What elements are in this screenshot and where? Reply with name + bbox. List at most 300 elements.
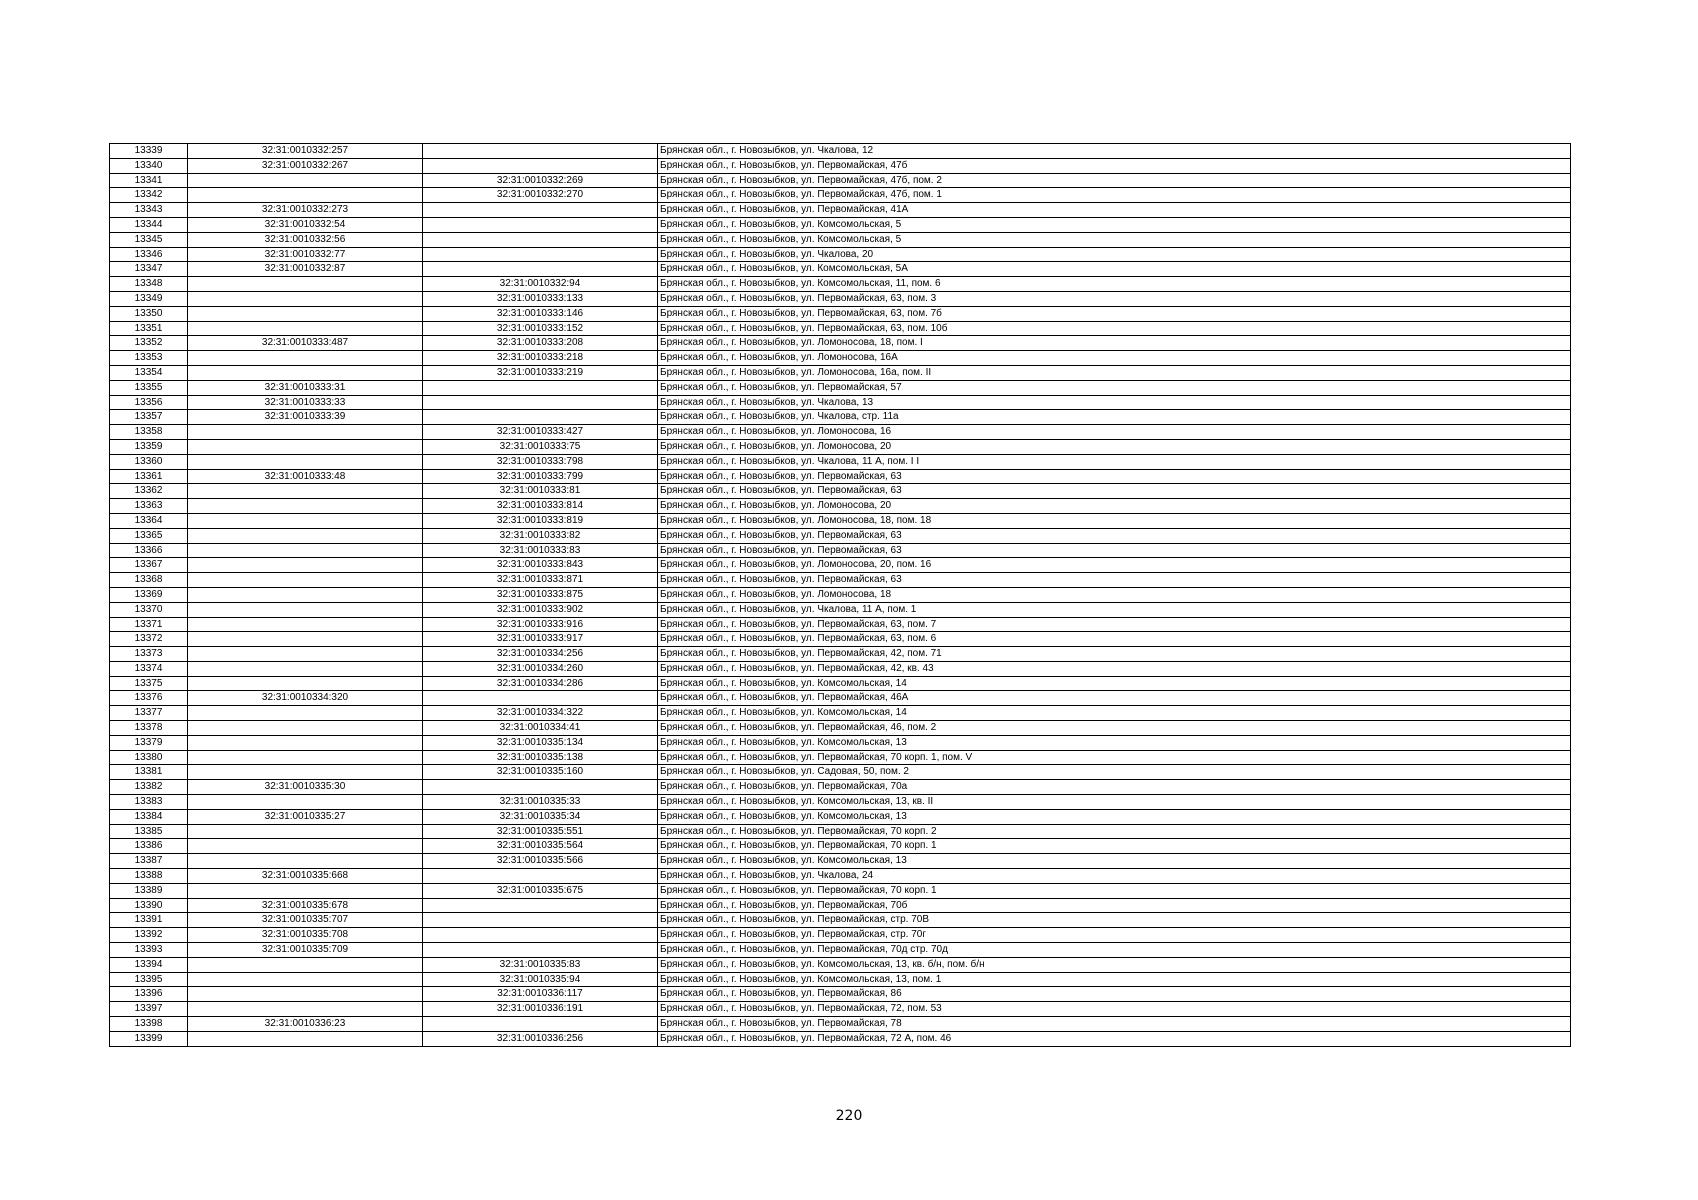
- row-number-cell: 13349: [110, 291, 188, 306]
- table-row: [110, 513, 1571, 528]
- object-cadastral-number-cell: [423, 395, 658, 410]
- object-cadastral-number-cell: 32:31:0010336:117: [423, 987, 658, 1002]
- cadastral-number-cell: [188, 543, 423, 558]
- table-row: [110, 277, 1571, 292]
- row-number-cell: 13395: [110, 972, 188, 987]
- cadastral-number-cell: 32:31:0010333:487: [188, 336, 423, 351]
- object-cadastral-number-cell: 32:31:0010333:83: [423, 543, 658, 558]
- address-cell: Брянская обл., г. Новозыбков, ул. Первомайская, 70 корп. 1, пом. V: [658, 750, 1571, 765]
- object-cadastral-number-cell: [423, 913, 658, 928]
- row-number-cell: 13381: [110, 765, 188, 780]
- table-row: [110, 173, 1571, 188]
- table-row: [110, 883, 1571, 898]
- object-cadastral-number-cell: [423, 203, 658, 218]
- object-cadastral-number-cell: 32:31:0010333:871: [423, 573, 658, 588]
- address-cell: Брянская обл., г. Новозыбков, ул. Ломоносова, 18: [658, 587, 1571, 602]
- row-number-cell: 13371: [110, 617, 188, 632]
- row-number-cell: 13363: [110, 499, 188, 514]
- table-row: [110, 395, 1571, 410]
- object-cadastral-number-cell: 32:31:0010333:133: [423, 291, 658, 306]
- cadastral-number-cell: [188, 173, 423, 188]
- cadastral-number-cell: [188, 425, 423, 440]
- row-number-cell: 13368: [110, 573, 188, 588]
- cadastral-number-cell: 32:31:0010335:708: [188, 928, 423, 943]
- table-row: [110, 321, 1571, 336]
- row-number-cell: 13347: [110, 262, 188, 277]
- address-cell: Брянская обл., г. Новозыбков, ул. Комсомольская, 13: [658, 735, 1571, 750]
- table-row: [110, 291, 1571, 306]
- table-row: [110, 972, 1571, 987]
- object-cadastral-number-cell: [423, 1017, 658, 1032]
- table-row: [110, 380, 1571, 395]
- table-row: [110, 706, 1571, 721]
- cadastral-number-cell: 32:31:0010332:56: [188, 232, 423, 247]
- object-cadastral-number-cell: [423, 780, 658, 795]
- address-cell: Брянская обл., г. Новозыбков, ул. Комсомольская, 5: [658, 232, 1571, 247]
- table-row: [110, 735, 1571, 750]
- cadastral-number-cell: [188, 291, 423, 306]
- table-row: [110, 365, 1571, 380]
- cadastral-number-cell: [188, 750, 423, 765]
- cadastral-number-cell: 32:31:0010335:27: [188, 809, 423, 824]
- address-cell: Брянская обл., г. Новозыбков, ул. Первомайская, 63, пом. 10б: [658, 321, 1571, 336]
- address-cell: Брянская обл., г. Новозыбков, ул. Первомайская, 70 корп. 1: [658, 839, 1571, 854]
- table-row: [110, 647, 1571, 662]
- row-number-cell: 13399: [110, 1031, 188, 1046]
- address-cell: Брянская обл., г. Новозыбков, ул. Первомайская, 63: [658, 528, 1571, 543]
- row-number-cell: 13383: [110, 795, 188, 810]
- object-cadastral-number-cell: [423, 410, 658, 425]
- address-cell: Брянская обл., г. Новозыбков, ул. Первомайская, 70 корп. 2: [658, 824, 1571, 839]
- cadastral-number-cell: [188, 1002, 423, 1017]
- address-cell: Брянская обл., г. Новозыбков, ул. Чкалова, стр. 11а: [658, 410, 1571, 425]
- address-cell: Брянская обл., г. Новозыбков, ул. Ломоносова, 20: [658, 439, 1571, 454]
- cadastral-number-cell: 32:31:0010335:678: [188, 898, 423, 913]
- address-cell: Брянская обл., г. Новозыбков, ул. Первомайская, 63, пом. 3: [658, 291, 1571, 306]
- table-row: [110, 913, 1571, 928]
- object-cadastral-number-cell: 32:31:0010333:875: [423, 587, 658, 602]
- table-row: [110, 336, 1571, 351]
- object-cadastral-number-cell: 32:31:0010335:160: [423, 765, 658, 780]
- cadastral-number-cell: [188, 987, 423, 1002]
- address-cell: Брянская обл., г. Новозыбков, ул. Ломоносова, 20, пом. 16: [658, 558, 1571, 573]
- row-number-cell: 13348: [110, 277, 188, 292]
- row-number-cell: 13394: [110, 957, 188, 972]
- cadastral-number-cell: 32:31:0010332:54: [188, 217, 423, 232]
- address-cell: Брянская обл., г. Новозыбков, ул. Первомайская, 46А: [658, 691, 1571, 706]
- object-cadastral-number-cell: 32:31:0010335:33: [423, 795, 658, 810]
- registry-table: [109, 143, 1571, 1047]
- row-number-cell: 13342: [110, 188, 188, 203]
- address-cell: Брянская обл., г. Новозыбков, ул. Комсомольская, 13, пом. 1: [658, 972, 1571, 987]
- table-row: [110, 750, 1571, 765]
- table-row: [110, 528, 1571, 543]
- address-cell: Брянская обл., г. Новозыбков, ул. Первомайская, 63: [658, 469, 1571, 484]
- row-number-cell: 13344: [110, 217, 188, 232]
- object-cadastral-number-cell: 32:31:0010335:564: [423, 839, 658, 854]
- row-number-cell: 13366: [110, 543, 188, 558]
- table-row: [110, 262, 1571, 277]
- address-cell: Брянская обл., г. Новозыбков, ул. Чкалова, 20: [658, 247, 1571, 262]
- table-row: [110, 144, 1571, 159]
- row-number-cell: 13377: [110, 706, 188, 721]
- row-number-cell: 13385: [110, 824, 188, 839]
- address-cell: Брянская обл., г. Новозыбков, ул. Комсомольская, 11, пом. 6: [658, 277, 1571, 292]
- row-number-cell: 13346: [110, 247, 188, 262]
- cadastral-number-cell: [188, 795, 423, 810]
- page-number: 220: [835, 1108, 863, 1124]
- cadastral-number-cell: [188, 351, 423, 366]
- object-cadastral-number-cell: 32:31:0010334:260: [423, 661, 658, 676]
- cadastral-number-cell: 32:31:0010333:33: [188, 395, 423, 410]
- address-cell: Брянская обл., г. Новозыбков, ул. Ломоносова, 16А: [658, 351, 1571, 366]
- table-row: [110, 439, 1571, 454]
- object-cadastral-number-cell: [423, 144, 658, 159]
- object-cadastral-number-cell: [423, 262, 658, 277]
- address-cell: Брянская обл., г. Новозыбков, ул. Комсомольская, 13: [658, 809, 1571, 824]
- table-row: [110, 721, 1571, 736]
- address-cell: Брянская обл., г. Новозыбков, ул. Комсомольская, 5: [658, 217, 1571, 232]
- object-cadastral-number-cell: 32:31:0010335:83: [423, 957, 658, 972]
- object-cadastral-number-cell: 32:31:0010335:138: [423, 750, 658, 765]
- object-cadastral-number-cell: [423, 247, 658, 262]
- row-number-cell: 13389: [110, 883, 188, 898]
- row-number-cell: 13356: [110, 395, 188, 410]
- table-row: [110, 809, 1571, 824]
- row-number-cell: 13378: [110, 721, 188, 736]
- address-cell: Брянская обл., г. Новозыбков, ул. Первомайская, 70б: [658, 898, 1571, 913]
- table-row: [110, 780, 1571, 795]
- table-row: [110, 898, 1571, 913]
- row-number-cell: 13384: [110, 809, 188, 824]
- address-cell: Брянская обл., г. Новозыбков, ул. Ломоносова, 18, пом. 18: [658, 513, 1571, 528]
- object-cadastral-number-cell: 32:31:0010336:256: [423, 1031, 658, 1046]
- address-cell: Брянская обл., г. Новозыбков, ул. Комсомольская, 13, кв. II: [658, 795, 1571, 810]
- row-number-cell: 13370: [110, 602, 188, 617]
- row-number-cell: 13397: [110, 1002, 188, 1017]
- row-number-cell: 13354: [110, 365, 188, 380]
- table-row: [110, 1017, 1571, 1032]
- address-cell: Брянская обл., г. Новозыбков, ул. Садовая, 50, пом. 2: [658, 765, 1571, 780]
- row-number-cell: 13391: [110, 913, 188, 928]
- cadastral-number-cell: [188, 661, 423, 676]
- table-row: [110, 839, 1571, 854]
- cadastral-number-cell: [188, 365, 423, 380]
- address-cell: Брянская обл., г. Новозыбков, ул. Первомайская, 63: [658, 573, 1571, 588]
- row-number-cell: 13350: [110, 306, 188, 321]
- object-cadastral-number-cell: 32:31:0010335:94: [423, 972, 658, 987]
- cadastral-number-cell: [188, 484, 423, 499]
- table-row: [110, 351, 1571, 366]
- table-row: [110, 587, 1571, 602]
- cadastral-number-cell: [188, 602, 423, 617]
- object-cadastral-number-cell: [423, 217, 658, 232]
- row-number-cell: 13374: [110, 661, 188, 676]
- row-number-cell: 13373: [110, 647, 188, 662]
- object-cadastral-number-cell: 32:31:0010333:819: [423, 513, 658, 528]
- address-cell: Брянская обл., г. Новозыбков, ул. Первомайская, 57: [658, 380, 1571, 395]
- cadastral-number-cell: [188, 957, 423, 972]
- cadastral-number-cell: [188, 513, 423, 528]
- address-cell: Брянская обл., г. Новозыбков, ул. Первомайская, 47б: [658, 158, 1571, 173]
- table-row: [110, 869, 1571, 884]
- object-cadastral-number-cell: 32:31:0010333:75: [423, 439, 658, 454]
- object-cadastral-number-cell: 32:31:0010333:916: [423, 617, 658, 632]
- table-row: [110, 454, 1571, 469]
- address-cell: Брянская обл., г. Новозыбков, ул. Первомайская, 42, кв. 43: [658, 661, 1571, 676]
- table-row: [110, 854, 1571, 869]
- table-row: [110, 188, 1571, 203]
- row-number-cell: 13372: [110, 632, 188, 647]
- address-cell: Брянская обл., г. Новозыбков, ул. Первомайская, 86: [658, 987, 1571, 1002]
- row-number-cell: 13360: [110, 454, 188, 469]
- address-cell: Брянская обл., г. Новозыбков, ул. Первомайская, 72 А, пом. 46: [658, 1031, 1571, 1046]
- cadastral-number-cell: 32:31:0010335:709: [188, 943, 423, 958]
- row-number-cell: 13352: [110, 336, 188, 351]
- address-cell: Брянская обл., г. Новозыбков, ул. Первомайская, 47б, пом. 1: [658, 188, 1571, 203]
- row-number-cell: 13376: [110, 691, 188, 706]
- address-cell: Брянская обл., г. Новозыбков, ул. Первомайская, 42, пом. 71: [658, 647, 1571, 662]
- object-cadastral-number-cell: 32:31:0010336:191: [423, 1002, 658, 1017]
- object-cadastral-number-cell: [423, 232, 658, 247]
- cadastral-number-cell: [188, 573, 423, 588]
- cadastral-number-cell: 32:31:0010332:87: [188, 262, 423, 277]
- address-cell: Брянская обл., г. Новозыбков, ул. Ломоносова, 18, пом. I: [658, 336, 1571, 351]
- object-cadastral-number-cell: [423, 898, 658, 913]
- table-row: [110, 484, 1571, 499]
- object-cadastral-number-cell: 32:31:0010334:41: [423, 721, 658, 736]
- table-row: [110, 765, 1571, 780]
- cadastral-number-cell: [188, 824, 423, 839]
- cadastral-number-cell: [188, 972, 423, 987]
- object-cadastral-number-cell: 32:31:0010333:799: [423, 469, 658, 484]
- address-cell: Брянская обл., г. Новозыбков, ул. Первомайская, 47б, пом. 2: [658, 173, 1571, 188]
- row-number-cell: 13382: [110, 780, 188, 795]
- cadastral-number-cell: [188, 321, 423, 336]
- object-cadastral-number-cell: 32:31:0010333:146: [423, 306, 658, 321]
- table-row: [110, 203, 1571, 218]
- row-number-cell: 13351: [110, 321, 188, 336]
- row-number-cell: 13364: [110, 513, 188, 528]
- table-row: [110, 824, 1571, 839]
- cadastral-number-cell: [188, 277, 423, 292]
- cadastral-number-cell: 32:31:0010335:668: [188, 869, 423, 884]
- cadastral-number-cell: [188, 706, 423, 721]
- object-cadastral-number-cell: 32:31:0010335:551: [423, 824, 658, 839]
- cadastral-number-cell: [188, 735, 423, 750]
- address-cell: Брянская обл., г. Новозыбков, ул. Первомайская, 72, пом. 53: [658, 1002, 1571, 1017]
- cadastral-number-cell: 32:31:0010332:77: [188, 247, 423, 262]
- row-number-cell: 13358: [110, 425, 188, 440]
- object-cadastral-number-cell: 32:31:0010333:902: [423, 602, 658, 617]
- cadastral-number-cell: 32:31:0010332:267: [188, 158, 423, 173]
- row-number-cell: 13367: [110, 558, 188, 573]
- registry-table-body: [110, 144, 1571, 1047]
- cadastral-number-cell: [188, 1031, 423, 1046]
- row-number-cell: 13396: [110, 987, 188, 1002]
- address-cell: Брянская обл., г. Новозыбков, ул. Чкалова, 11 А, пом. 1: [658, 602, 1571, 617]
- cadastral-number-cell: 32:31:0010335:707: [188, 913, 423, 928]
- object-cadastral-number-cell: 32:31:0010333:843: [423, 558, 658, 573]
- row-number-cell: 13379: [110, 735, 188, 750]
- row-number-cell: 13341: [110, 173, 188, 188]
- cadastral-number-cell: 32:31:0010335:30: [188, 780, 423, 795]
- address-cell: Брянская обл., г. Новозыбков, ул. Первомайская, 46, пом. 2: [658, 721, 1571, 736]
- cadastral-number-cell: [188, 721, 423, 736]
- address-cell: Брянская обл., г. Новозыбков, ул. Первомайская, стр. 70В: [658, 913, 1571, 928]
- table-row: [110, 410, 1571, 425]
- cadastral-number-cell: [188, 883, 423, 898]
- object-cadastral-number-cell: 32:31:0010333:798: [423, 454, 658, 469]
- address-cell: Брянская обл., г. Новозыбков, ул. Комсомольская, 5А: [658, 262, 1571, 277]
- cadastral-number-cell: 32:31:0010333:31: [188, 380, 423, 395]
- object-cadastral-number-cell: 32:31:0010335:134: [423, 735, 658, 750]
- row-number-cell: 13398: [110, 1017, 188, 1032]
- object-cadastral-number-cell: [423, 691, 658, 706]
- table-row: [110, 425, 1571, 440]
- object-cadastral-number-cell: 32:31:0010332:270: [423, 188, 658, 203]
- cadastral-number-cell: 32:31:0010336:23: [188, 1017, 423, 1032]
- row-number-cell: 13390: [110, 898, 188, 913]
- row-number-cell: 13375: [110, 676, 188, 691]
- object-cadastral-number-cell: 32:31:0010334:322: [423, 706, 658, 721]
- address-cell: Брянская обл., г. Новозыбков, ул. Первомайская, 63, пом. 7б: [658, 306, 1571, 321]
- row-number-cell: 13362: [110, 484, 188, 499]
- object-cadastral-number-cell: 32:31:0010333:219: [423, 365, 658, 380]
- object-cadastral-number-cell: 32:31:0010332:94: [423, 277, 658, 292]
- object-cadastral-number-cell: 32:31:0010333:917: [423, 632, 658, 647]
- address-cell: Брянская обл., г. Новозыбков, ул. Первомайская, 78: [658, 1017, 1571, 1032]
- cadastral-number-cell: [188, 558, 423, 573]
- address-cell: Брянская обл., г. Новозыбков, ул. Ломоносова, 16а, пом. II: [658, 365, 1571, 380]
- cadastral-number-cell: 32:31:0010333:48: [188, 469, 423, 484]
- address-cell: Брянская обл., г. Новозыбков, ул. Чкалова, 24: [658, 869, 1571, 884]
- row-number-cell: 13380: [110, 750, 188, 765]
- table-row: [110, 469, 1571, 484]
- table-row: [110, 691, 1571, 706]
- address-cell: Брянская обл., г. Новозыбков, ул. Первомайская, 63: [658, 484, 1571, 499]
- table-row: [110, 602, 1571, 617]
- object-cadastral-number-cell: 32:31:0010333:152: [423, 321, 658, 336]
- row-number-cell: 13345: [110, 232, 188, 247]
- cadastral-number-cell: [188, 587, 423, 602]
- address-cell: Брянская обл., г. Новозыбков, ул. Ломоносова, 16: [658, 425, 1571, 440]
- table-row: [110, 306, 1571, 321]
- address-cell: Брянская обл., г. Новозыбков, ул. Чкалова, 13: [658, 395, 1571, 410]
- cadastral-number-cell: [188, 454, 423, 469]
- row-number-cell: 13386: [110, 839, 188, 854]
- table-row: [110, 676, 1571, 691]
- address-cell: Брянская обл., г. Новозыбков, ул. Первомайская, 41А: [658, 203, 1571, 218]
- table-row: [110, 558, 1571, 573]
- table-row: [110, 928, 1571, 943]
- address-cell: Брянская обл., г. Новозыбков, ул. Первомайская, 63: [658, 543, 1571, 558]
- row-number-cell: 13393: [110, 943, 188, 958]
- table-row: [110, 1031, 1571, 1046]
- row-number-cell: 13339: [110, 144, 188, 159]
- address-cell: Брянская обл., г. Новозыбков, ул. Ломоносова, 20: [658, 499, 1571, 514]
- cadastral-number-cell: [188, 839, 423, 854]
- cadastral-number-cell: 32:31:0010332:257: [188, 144, 423, 159]
- row-number-cell: 13353: [110, 351, 188, 366]
- object-cadastral-number-cell: [423, 869, 658, 884]
- object-cadastral-number-cell: 32:31:0010333:814: [423, 499, 658, 514]
- row-number-cell: 13343: [110, 203, 188, 218]
- cadastral-number-cell: 32:31:0010333:39: [188, 410, 423, 425]
- address-cell: Брянская обл., г. Новозыбков, ул. Комсомольская, 14: [658, 706, 1571, 721]
- table-row: [110, 247, 1571, 262]
- cadastral-number-cell: [188, 617, 423, 632]
- object-cadastral-number-cell: 32:31:0010334:286: [423, 676, 658, 691]
- address-cell: Брянская обл., г. Новозыбков, ул. Комсомольская, 13: [658, 854, 1571, 869]
- table-row: [110, 795, 1571, 810]
- row-number-cell: 13357: [110, 410, 188, 425]
- object-cadastral-number-cell: 32:31:0010335:675: [423, 883, 658, 898]
- object-cadastral-number-cell: 32:31:0010333:82: [423, 528, 658, 543]
- cadastral-number-cell: [188, 854, 423, 869]
- table-row: [110, 987, 1571, 1002]
- cadastral-number-cell: [188, 765, 423, 780]
- object-cadastral-number-cell: 32:31:0010334:256: [423, 647, 658, 662]
- address-cell: Брянская обл., г. Новозыбков, ул. Первомайская, 70а: [658, 780, 1571, 795]
- table-row: [110, 617, 1571, 632]
- row-number-cell: 13359: [110, 439, 188, 454]
- object-cadastral-number-cell: [423, 943, 658, 958]
- address-cell: Брянская обл., г. Новозыбков, ул. Первомайская, 70 корп. 1: [658, 883, 1571, 898]
- address-cell: Брянская обл., г. Новозыбков, ул. Чкалова, 11 А, пом. I I: [658, 454, 1571, 469]
- cadastral-number-cell: [188, 632, 423, 647]
- object-cadastral-number-cell: 32:31:0010333:81: [423, 484, 658, 499]
- cadastral-number-cell: [188, 439, 423, 454]
- row-number-cell: 13369: [110, 587, 188, 602]
- row-number-cell: 13392: [110, 928, 188, 943]
- table-row: [110, 217, 1571, 232]
- row-number-cell: 13355: [110, 380, 188, 395]
- object-cadastral-number-cell: 32:31:0010333:208: [423, 336, 658, 351]
- table-row: [110, 957, 1571, 972]
- address-cell: Брянская обл., г. Новозыбков, ул. Первомайская, стр. 70г: [658, 928, 1571, 943]
- table-row: [110, 573, 1571, 588]
- cadastral-number-cell: 32:31:0010332:273: [188, 203, 423, 218]
- row-number-cell: 13388: [110, 869, 188, 884]
- address-cell: Брянская обл., г. Новозыбков, ул. Первомайская, 63, пом. 7: [658, 617, 1571, 632]
- cadastral-number-cell: [188, 676, 423, 691]
- table-row: [110, 499, 1571, 514]
- table-row: [110, 661, 1571, 676]
- row-number-cell: 13361: [110, 469, 188, 484]
- object-cadastral-number-cell: 32:31:0010332:269: [423, 173, 658, 188]
- object-cadastral-number-cell: 32:31:0010335:566: [423, 854, 658, 869]
- cadastral-number-cell: [188, 499, 423, 514]
- object-cadastral-number-cell: [423, 158, 658, 173]
- address-cell: Брянская обл., г. Новозыбков, ул. Комсомольская, 13, кв. б/н, пом. б/н: [658, 957, 1571, 972]
- table-row: [110, 232, 1571, 247]
- row-number-cell: 13387: [110, 854, 188, 869]
- table-row: [110, 632, 1571, 647]
- table-row: [110, 158, 1571, 173]
- table-row: [110, 1002, 1571, 1017]
- address-cell: Брянская обл., г. Новозыбков, ул. Комсомольская, 14: [658, 676, 1571, 691]
- cadastral-number-cell: [188, 528, 423, 543]
- row-number-cell: 13365: [110, 528, 188, 543]
- object-cadastral-number-cell: [423, 928, 658, 943]
- table-row: [110, 943, 1571, 958]
- cadastral-number-cell: [188, 188, 423, 203]
- address-cell: Брянская обл., г. Новозыбков, ул. Первомайская, 63, пом. 6: [658, 632, 1571, 647]
- object-cadastral-number-cell: 32:31:0010333:218: [423, 351, 658, 366]
- object-cadastral-number-cell: 32:31:0010335:34: [423, 809, 658, 824]
- cadastral-number-cell: [188, 647, 423, 662]
